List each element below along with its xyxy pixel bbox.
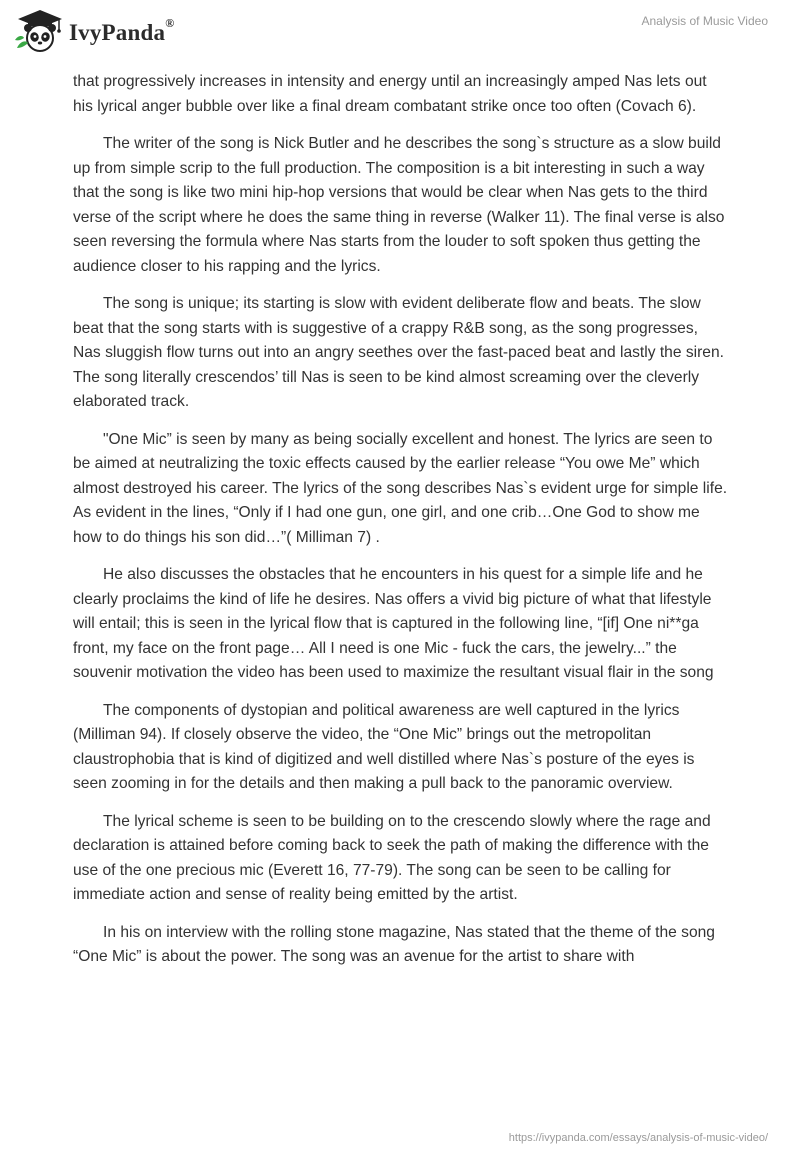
- paragraph: The components of dystopian and political awareness are well captured in the lyrics (Milliman 94). If closely observe the video, the “One Mic” brings out the metropolitan claustrophobia that is kind of digitized and well distilled where Nas`s posture of the eyes is seen zooming in for the details and then making a pull back to the panoramic overview.: [73, 701, 695, 792]
- document-title: Analysis of Music Video: [641, 14, 768, 28]
- paragraph: In his on interview with the rolling stone magazine, Nas stated that the theme of the song “One Mic” is about the power. The song was an avenue for the artist to share with: [73, 923, 715, 965]
- source-url[interactable]: https://ivypanda.com/essays/analysis-of-music-video/: [508, 1132, 768, 1144]
- paragraph: The lyrical scheme is seen to be building on to the crescendo slowly where the rage and declaration is attained before coming back to seek the path of making the difference with the use of the one precious mic (Everett 16, 77-79). The song can be seen to be calling for immediate action and sense of reality being emitted by the artist.: [73, 812, 711, 903]
- brand-name: IvyPanda®: [69, 16, 175, 45]
- essay-body: [73, 70, 729, 983]
- panda-graduate-icon: [14, 8, 66, 54]
- paragraph: The song is unique; its starting is slow with evident deliberate flow and beats. The slow beat that the song starts with is suggestive of a crappy R&B song, as the song progresses, Nas sluggish flow turns out into an angry seethes over the fast-paced beat and lastly the siren. The song literally crescendos’ till Nas is seen to be kind almost screaming over the cleverly elaborated track.: [73, 295, 724, 410]
- paragraph: The writer of the song is Nick Butler and he describes the song`s structure as a slow build up from simple scrip to the full production. The composition is a bit interesting in such a way that the song is like two mini hip-hop versions that would be clear when Nas gets to the third verse of the script where he does the same thing in reverse (Walker 11). The final verse is also seen reversing the formula where Nas starts from the louder to soft spoken thus getting the audience closer to his rapping and the lyrics.: [73, 135, 725, 275]
- paragraph: "One Mic” is seen by many as being socially excellent and honest. The lyrics are seen to be aimed at neutralizing the toxic effects caused by the earlier release “You owe Me” which almost destroyed his career. The lyrics of the song describes Nas`s evident urge for simple life. As evident in the lines, “Only if I had one gun, one girl, and one crib…One God to show me how to do things his son did…”( Milliman 7) .: [73, 430, 728, 546]
- paragraph-continuation: that progressively increases in intensity and energy until an increasingly amped Nas lets out his lyrical anger bubble over like a final dream combatant strike once too often (Covach 6).: [73, 73, 707, 115]
- registered-mark: ®: [165, 16, 175, 31]
- paragraph: He also discusses the obstacles that he encounters in his quest for a simple life and he clearly proclaims the kind of life he desires. Nas offers a vivid big picture of what that lifestyle will entail; this is seen in the lyrical flow that is captured in the following line, “[if] One ni**ga front, my face on the front page… All I need is one Mic - fuck the cars, the jewelry...” the souvenir motivation the video has been used to maximize the resultant visual flair in the song: [73, 566, 714, 681]
- ivypanda-logo[interactable]: [14, 8, 174, 54]
- page-header: [0, 0, 800, 64]
